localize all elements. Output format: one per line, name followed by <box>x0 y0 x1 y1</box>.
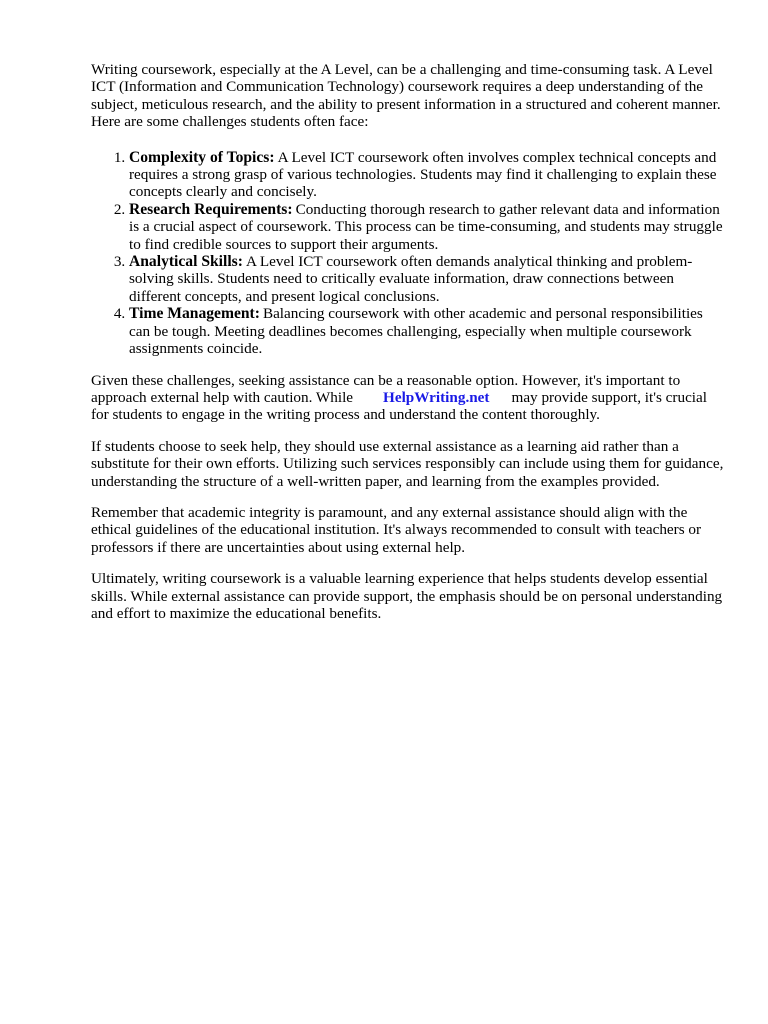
assistance-text-before: Given these challenges, seeking assistance can be a reasonable option. However, it's important to approach external help with caution. While <box>91 371 681 406</box>
intro-paragraph: Writing coursework, especially at the A Level, can be a challenging and time-consuming task. A Level ICT (Information and Communication Technology) coursework requires a deep understanding of the subject, meticulous research, and the ability to present information in a structured and coherent manner. Here are some challenges students often face: <box>91 61 721 131</box>
list-item <box>129 201 727 253</box>
challenge-text: A Level ICT coursework often demands analytical thinking and problem-solving skills. Students need to critically evaluate information, draw connections between different concepts, and present logical conclusions. <box>129 253 693 305</box>
assistance-paragraph <box>91 372 727 424</box>
challenge-term: Research Requirements: <box>129 200 293 218</box>
challenge-term: Analytical Skills: <box>129 253 243 271</box>
list-item <box>129 305 727 357</box>
challenge-text: A Level ICT coursework often involves complex technical concepts and requires a strong grasp of various technologies. Students may find it challenging to explain these concepts clearly and concisely. <box>129 148 717 201</box>
helpwriting-link[interactable]: HelpWriting.net <box>383 388 490 406</box>
assistance-text-after: may provide support, it's crucial for students to engage in the writing process and understand the content thoroughly. <box>91 388 707 424</box>
challenge-term: Complexity of Topics: <box>129 148 275 166</box>
body-paragraph: If students choose to seek help, they should use external assistance as a learning aid rather than a substitute for their own efforts. Utilizing such services responsibly can include using them for guidance, understanding the structure of a well-written paper, and learning from the examples provided. <box>91 437 724 490</box>
challenges-list <box>91 149 727 358</box>
list-item <box>129 149 727 201</box>
challenge-text: Balancing coursework with other academic and personal responsibilities can be tough. Meeting deadlines becomes challenging, especially when multiple coursework assignments coincide. <box>129 305 703 358</box>
document-page <box>91 61 727 636</box>
body-paragraph: Remember that academic integrity is paramount, and any external assistance should align with the ethical guidelines of the educational institution. It's always recommended to consult with teachers or professors if there are uncertainties about using external help. <box>91 503 702 556</box>
challenge-text: Conducting thorough research to gather relevant data and information is a crucial aspect of coursework. This process can be time-consuming, and students may struggle to find credible sources to support their arguments. <box>129 200 723 253</box>
list-item <box>129 253 727 305</box>
body-paragraph: Ultimately, writing coursework is a valuable learning experience that helps students develop essential skills. While external assistance can provide support, the emphasis should be on personal understanding and effort to maximize the educational benefits. <box>91 570 723 622</box>
challenge-term: Time Management: <box>129 305 260 323</box>
